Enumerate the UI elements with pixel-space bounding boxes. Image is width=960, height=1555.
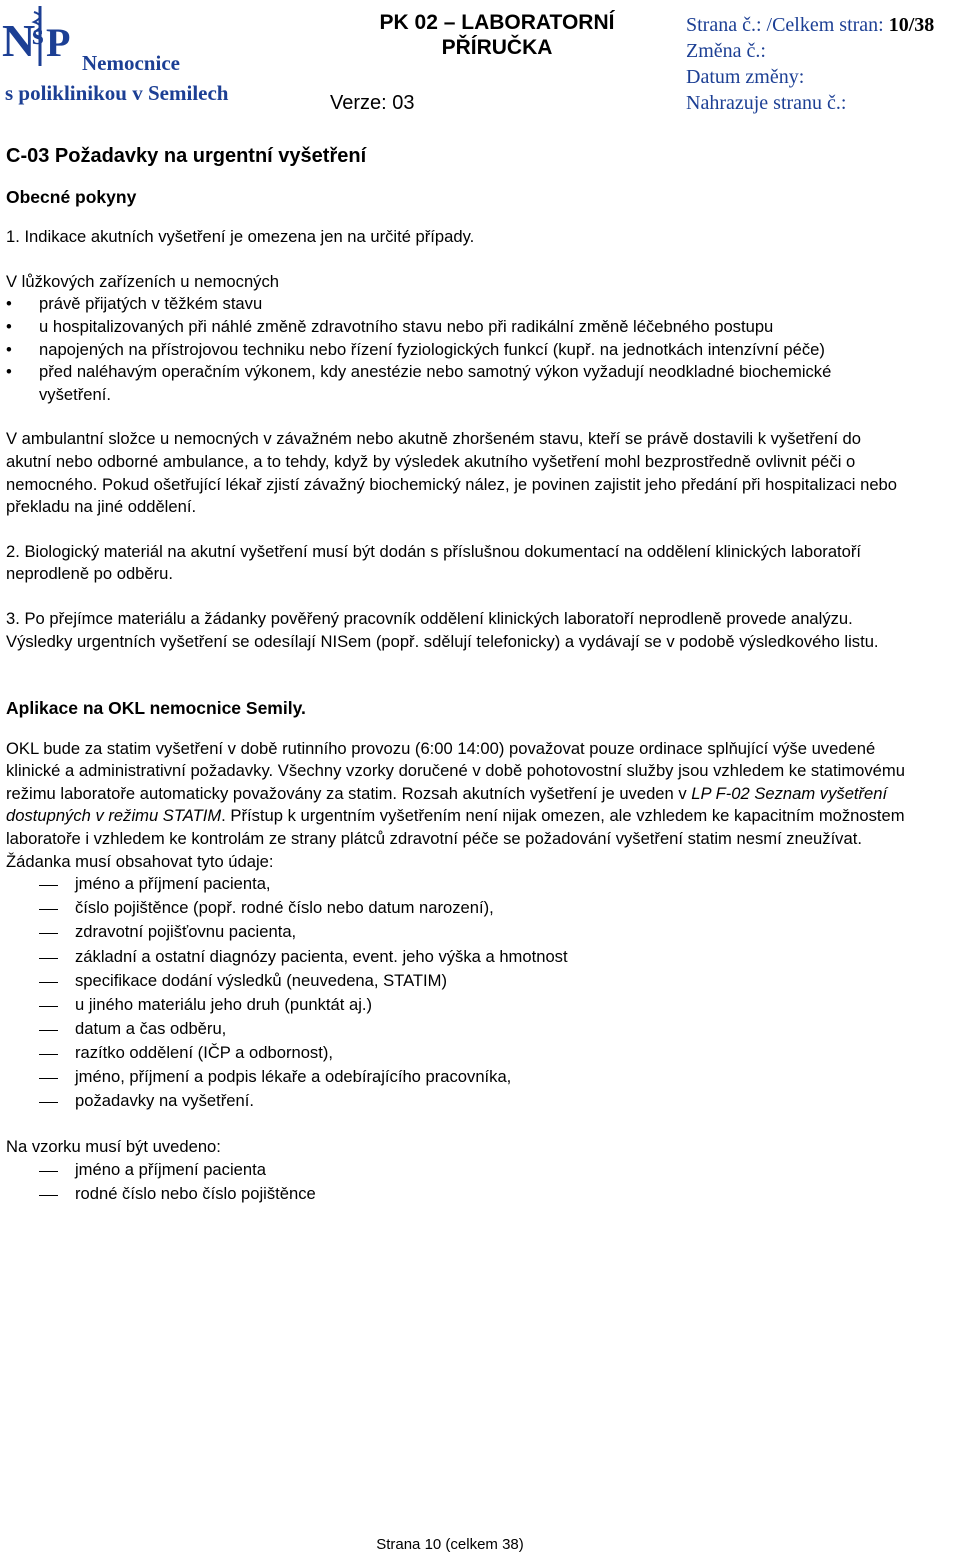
document-title: PK 02 – LABORATORNÍ PŘÍRUČKA — [379, 11, 615, 59]
request-intro: Žádanka musí obsahovat tyto údaje: — [6, 851, 274, 871]
general-heading: Obecné pokyny — [6, 186, 137, 207]
list-item: u jiného materiálu jeho druh (punktát aj.) — [6, 994, 906, 1018]
okl-paragraph — [6, 738, 906, 851]
change-date-label: Datum změny: — [686, 66, 805, 88]
svg-text:s: s — [32, 18, 44, 51]
inpatient-list — [6, 293, 906, 406]
list-item: jméno, příjmení a podpis lékaře a odebírajícího pracovníka, — [6, 1066, 906, 1090]
list-item: • napojených na přístrojovou techniku nebo řízení fyziologických funkcí (kupř. na jednotkách intenzívní péče) — [6, 339, 906, 362]
document-header — [0, 0, 960, 130]
okl-text-part-1: OKL bude za statim vyšetření v době rutinního provozu (6:00 14:00) považovat pouze ordinace splňující výše uvedené klinické a administrativní požadavky. Všechny vzorky doručené v době pohotovostní služby jsou vzhledem ke statimovému režimu laboratoře automaticky považovány za statim. Rozsah akutních vyšetření je uveden v — [6, 738, 905, 803]
okl-text-part-2: . Přístup k urgentním vyšetřením není nijak omezen, ale vzhledem ke kapacitním možnostem laboratoře i vzhledem ke kontrolám ze strany plátců zdravotní péče se požadování vyšetření statim nesmí zneužívat. — [6, 806, 905, 849]
point-2: 2. Biologický materiál na akutní vyšetření musí být dodán s příslušnou dokumentací na oddělení klinických laboratoří neprodleně po odběru. — [6, 541, 862, 584]
org-line-2: s poliklinikou v Semilech — [5, 81, 229, 105]
hospital-logo — [0, 4, 80, 68]
page-meta — [686, 12, 934, 116]
page-label: Strana č.: /Celkem stran: — [686, 14, 884, 36]
list-item: razítko oddělení (IČP a odbornost), — [6, 1042, 906, 1066]
list-item: • před naléhavým operačním výkonem, kdy anestézie nebo samotný výkon vyžadují neodkladné biochemické vyšetření. — [6, 361, 906, 406]
list-item: datum a čas odběru, — [6, 1018, 906, 1042]
sample-intro: Na vzorku musí být uvedeno: — [6, 1137, 221, 1157]
point-3: 3. Po přejímce materiálu a žádanky pověřený pracovník oddělení klinických laboratoří neprodleně provede analýzu. Výsledky urgentních vyšetření se odesílají NISem (popř. sdělují telefonicky) a vydávají se v podobě výsledkového listu. — [6, 608, 879, 651]
svg-text:N: N — [2, 15, 36, 66]
organization-name — [5, 48, 305, 108]
list-item: jméno a příjmení pacienta — [6, 1159, 906, 1183]
document-body — [6, 145, 906, 1207]
replaces-label: Nahrazuje stranu č.: — [686, 92, 847, 114]
request-list — [6, 873, 906, 1114]
inpatient-intro: V lůžkových zařízeních u nemocných — [6, 271, 280, 291]
change-label: Změna č.: — [686, 40, 766, 62]
page-number: 10/38 — [888, 14, 935, 36]
page-footer: Strana 10 (celkem 38) — [376, 1536, 524, 1553]
section-title: C-03 Požadavky na urgentní vyšetření — [6, 145, 367, 167]
version-label: Verze: 03 — [330, 92, 415, 114]
sample-list — [6, 1159, 906, 1207]
list-item: • u hospitalizovaných při náhlé změně zdravotního stavu nebo při radikální změně léčebného postupu — [6, 316, 906, 339]
list-item: základní a ostatní diagnózy pacienta, event. jeho výška a hmotnost — [6, 946, 906, 970]
list-item: • právě přijatých v těžkém stavu — [6, 293, 906, 316]
org-line-1: Nemocnice — [82, 51, 180, 75]
point-1: 1. Indikace akutních vyšetření je omezena jen na určité případy. — [6, 227, 475, 247]
okl-heading: Aplikace na OKL nemocnice Semily. — [6, 698, 306, 719]
outpatient-paragraph: V ambulantní složce u nemocných v závažném nebo akutně zhoršeném stavu, kteří se právě dostavili k vyšetření do akutní nebo odborné ambulance, a to tehdy, když by výsledek akutního vyšetření mohl bezprostředně ovlivnit péči o nemocného. Pokud ošetřující lékař zjistí závažný biochemický nález, je povinen zajistit jeho předání při hospitalizaci nebo překladu na jiné oddělení. — [6, 429, 898, 517]
list-item: požadavky na vyšetření. — [6, 1090, 906, 1114]
okl-reference: LP F-02 Seznam vyšetření dostupných v režimu STATIM — [6, 783, 888, 826]
list-item: jméno a příjmení pacienta, — [6, 873, 906, 897]
list-item: rodné číslo nebo číslo pojištěnce — [6, 1183, 906, 1207]
list-item: zdravotní pojišťovnu pacienta, — [6, 921, 906, 945]
list-item: specifikace dodání výsledků (neuvedena, STATIM) — [6, 970, 906, 994]
svg-text:P: P — [46, 20, 71, 65]
list-item: číslo pojištěnce (popř. rodné číslo nebo datum narození), — [6, 897, 906, 921]
